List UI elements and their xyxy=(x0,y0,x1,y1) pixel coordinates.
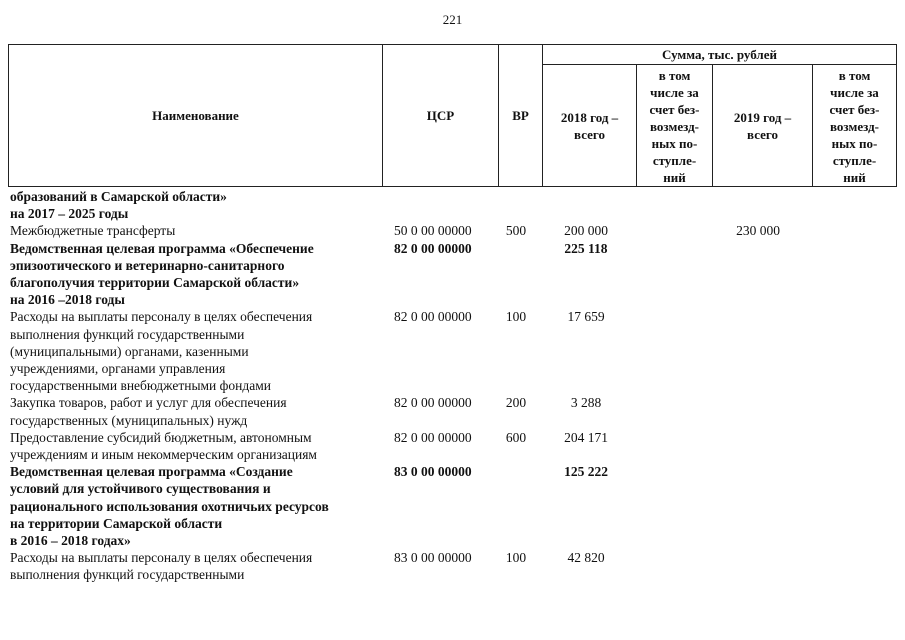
table-row xyxy=(0,188,905,222)
table-row xyxy=(0,429,905,463)
row-name-line: Предоставление субсидий бюджетным, автономным xyxy=(10,429,312,445)
row-name-line: выполнения функций государственными xyxy=(10,567,245,583)
row-csr: 82 0 00 00000 xyxy=(394,429,472,445)
row-name-line: образований в Самарской области» xyxy=(10,189,227,204)
row-name-line: на 2016 –2018 годы xyxy=(10,292,125,308)
header-vr: ВР xyxy=(499,45,543,187)
row-name-line: эпизоотического и ветеринарно-санитарного xyxy=(10,257,285,273)
row-name-line: Ведомственная целевая программа «Создание xyxy=(10,464,293,480)
header-csr: ЦСР xyxy=(383,45,499,187)
row-vr: 100 xyxy=(505,309,527,325)
table-row xyxy=(0,308,905,394)
row-name xyxy=(10,188,386,222)
row-name xyxy=(10,549,386,583)
row-sum-2018: 200 000 xyxy=(564,223,608,239)
row-name-line: на 2017 – 2025 годы xyxy=(10,206,129,222)
row-name-line: выполнения функций государственными xyxy=(10,326,245,342)
table-row xyxy=(0,394,905,428)
row-sum-2018: 42 820 xyxy=(567,550,605,566)
row-name xyxy=(10,394,386,428)
row-name xyxy=(10,429,386,463)
header-col-2019-gratuitous: в том числе за счет без- возмезд- ных по- ступле- ний xyxy=(813,65,897,187)
row-name-line: на территории Самарской области xyxy=(10,515,223,531)
row-sum-2018: 225 118 xyxy=(564,240,608,256)
row-name-line: государственных (муниципальных) нужд xyxy=(10,412,248,428)
row-csr: 83 0 00 00000 xyxy=(394,550,472,566)
row-name-line: в 2016 – 2018 годах» xyxy=(10,533,131,549)
row-sum-2018: 204 171 xyxy=(564,429,608,445)
row-name-line: государственными внебюджетными фондами xyxy=(10,378,272,394)
row-name xyxy=(10,308,386,394)
row-sum-2018: 125 222 xyxy=(564,464,608,480)
table-row xyxy=(0,549,905,583)
row-sum-2019: 230 000 xyxy=(736,223,780,239)
row-name-line: благополучия территории Самарской области» xyxy=(10,275,300,291)
row-csr: 82 0 00 00000 xyxy=(394,240,472,256)
row-vr: 100 xyxy=(505,550,527,566)
row-vr: 600 xyxy=(505,429,527,445)
row-csr: 50 0 00 00000 xyxy=(394,223,472,239)
table-row xyxy=(0,240,905,309)
table-row xyxy=(0,463,905,549)
row-csr: 83 0 00 00000 xyxy=(394,464,472,480)
row-name-line: учреждениями, органами управления xyxy=(10,361,226,377)
row-name-line: Межбюджетные трансферты xyxy=(10,223,176,239)
row-name xyxy=(10,463,386,549)
row-name-line: Расходы на выплаты персоналу в целях обеспечения xyxy=(10,309,313,325)
row-name xyxy=(10,222,386,239)
table-body xyxy=(0,188,905,584)
row-sum-2018: 17 659 xyxy=(567,309,605,325)
row-name-line: Расходы на выплаты персоналу в целях обеспечения xyxy=(10,550,313,566)
page-number: 221 xyxy=(442,12,463,27)
row-name-line: Закупка товаров, работ и услуг для обеспечения xyxy=(10,395,287,411)
header-sum-title: Сумма, тыс. рублей xyxy=(543,45,897,65)
row-vr: 500 xyxy=(505,223,527,239)
row-sum-2018: 3 288 xyxy=(570,395,602,411)
row-csr: 82 0 00 00000 xyxy=(394,395,472,411)
row-name-line: (муниципальными) органами, казенными xyxy=(10,343,249,359)
row-csr: 82 0 00 00000 xyxy=(394,309,472,325)
table-header xyxy=(8,44,896,187)
row-name-line: Ведомственная целевая программа «Обеспечение xyxy=(10,240,314,256)
row-name-line: рационального использования охотничьих ресурсов xyxy=(10,498,329,514)
row-vr: 200 xyxy=(505,395,527,411)
row-name-line: условий для устойчивого существования и xyxy=(10,481,271,497)
header-col-2018-gratuitous: в том числе за счет без- возмезд- ных по- ступле- ний xyxy=(637,65,713,187)
header-name: Наименование xyxy=(9,45,383,187)
row-name xyxy=(10,240,386,309)
header-col-2019: 2019 год – всего xyxy=(713,65,813,187)
table-row xyxy=(0,222,905,239)
row-name-line: учреждениям и иным некоммерческим организациям xyxy=(10,447,317,463)
header-col-2018: 2018 год – всего xyxy=(543,65,637,187)
